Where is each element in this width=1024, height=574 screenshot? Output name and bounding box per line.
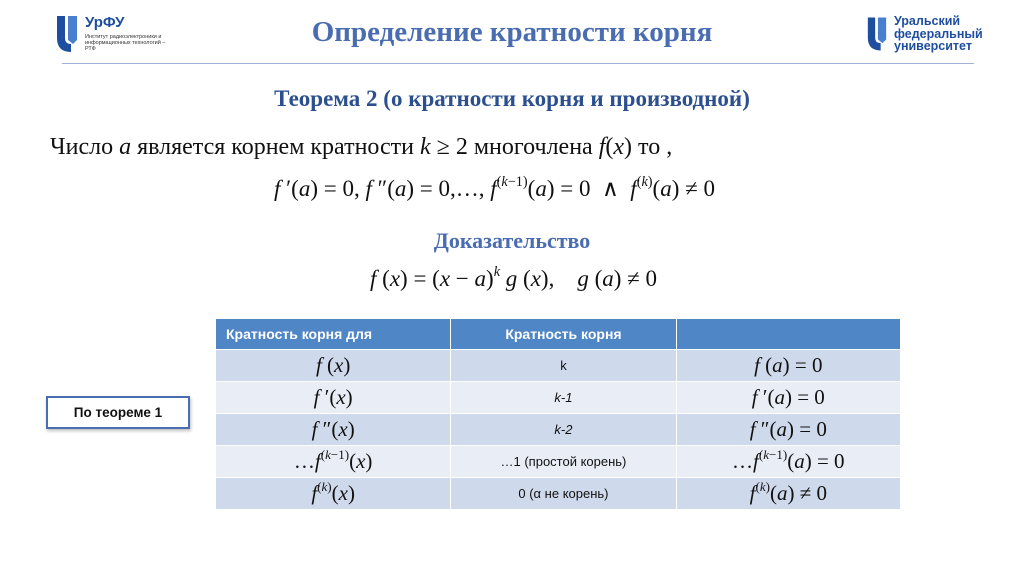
logo-left-subtitle: Институт радиоэлектроники и информационных технологий – РТФ bbox=[85, 34, 166, 52]
table-row bbox=[216, 350, 901, 382]
urfu-logo-right bbox=[866, 14, 996, 58]
logo-right-text bbox=[894, 15, 983, 53]
proof-title: Доказательство bbox=[433, 228, 591, 253]
table-row bbox=[216, 478, 901, 510]
header-value bbox=[676, 319, 900, 350]
table-row bbox=[216, 414, 901, 446]
by-theorem-1-box: По теореме 1 bbox=[46, 396, 190, 429]
cell-func: f ″(x) bbox=[216, 414, 451, 446]
statement-k: k bbox=[420, 134, 431, 160]
cell-func: f (x) bbox=[216, 350, 451, 382]
table-row bbox=[216, 382, 901, 414]
statement-post: то , bbox=[632, 134, 673, 160]
statement-mid: является корнем кратности bbox=[131, 134, 421, 160]
multiplicity-table bbox=[215, 318, 901, 510]
header-multiplicity: Кратность корня bbox=[451, 319, 676, 350]
logo-right-line1: Уральский bbox=[894, 14, 961, 28]
statement-ge: ≥ 2 многочлена bbox=[430, 134, 599, 160]
cell-value: $\dots f^{(k-1)}(a) = 0$ bbox=[676, 446, 900, 478]
cell-func: f ′(x) bbox=[216, 382, 451, 414]
formula-factorization: f $(x) = (x - a)^k$ g (x), g (a) ≠ 0 bbox=[370, 264, 658, 291]
cell-value: $f^{(k)}(a) \ne 0$ bbox=[676, 478, 900, 510]
cell-mult: …1 (простой корень) bbox=[451, 446, 676, 478]
table-row bbox=[216, 446, 901, 478]
cell-mult: 0 (α не корень) bbox=[451, 478, 676, 510]
statement-pre: Число bbox=[50, 134, 120, 160]
cell-value: f (a) = 0 bbox=[676, 350, 900, 382]
logo-right-line2: федеральный bbox=[894, 26, 983, 41]
slide-title: Определение кратности корня bbox=[311, 16, 713, 48]
cell-mult: k bbox=[451, 350, 676, 382]
theorem-statement bbox=[50, 134, 672, 161]
table-header-row bbox=[216, 319, 901, 350]
cell-mult: k-1 bbox=[451, 382, 676, 414]
theorem-title: Теорема 2 (о кратности корня и производной) bbox=[274, 86, 750, 111]
university-u-icon bbox=[866, 15, 888, 53]
logo-right-line3: университет bbox=[894, 39, 972, 53]
cell-value: f ′(a) = 0 bbox=[676, 382, 900, 414]
header-divider bbox=[62, 63, 974, 64]
cell-value: f ″(a) = 0 bbox=[676, 414, 900, 446]
statement-a: a bbox=[119, 134, 132, 160]
logo-left-name: УрФУ bbox=[85, 14, 125, 31]
cell-func: $f^{(k)}(x)$ bbox=[216, 478, 451, 510]
formula-derivatives-condition: f ′(a) = 0, f ″(a) = 0,…, $f^{(k-1)}(a) = 0$ ∧ $f^{(k)}(a) \ne 0$ bbox=[274, 174, 715, 201]
statement-f: f bbox=[598, 134, 606, 160]
cell-func: $\dots f^{(k-1)}(x)$ bbox=[216, 446, 451, 478]
header-function: Кратность корня для bbox=[216, 319, 451, 350]
cell-mult: k-2 bbox=[451, 414, 676, 446]
statement-x: (x) bbox=[605, 134, 633, 160]
